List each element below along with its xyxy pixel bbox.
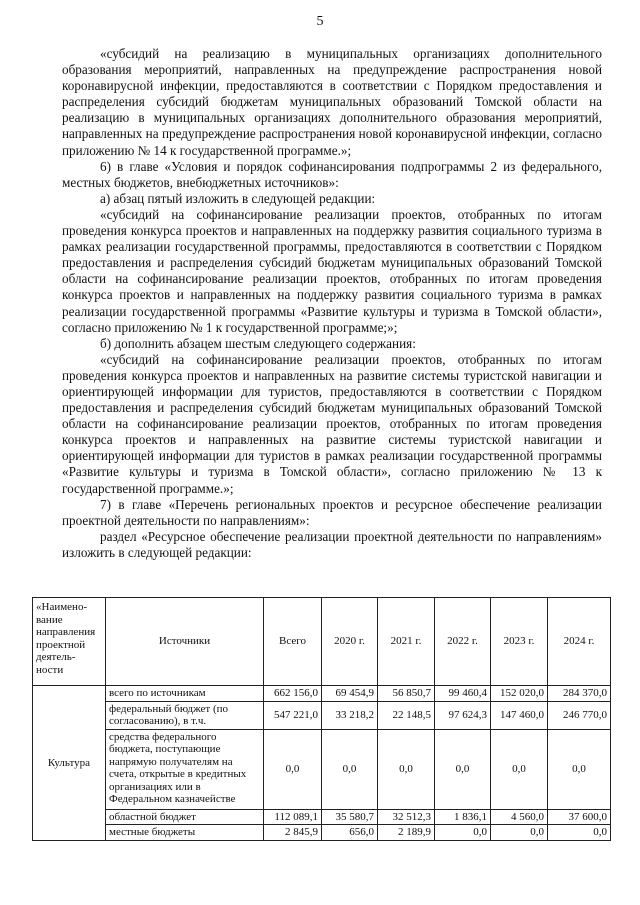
value-total: 2 845,9 (264, 825, 322, 841)
value-2022: 0,0 (435, 729, 491, 809)
value-2021: 2 189,9 (378, 825, 435, 841)
page-number: 5 (316, 14, 324, 29)
value-2022: 97 624,3 (435, 701, 491, 729)
header-2022: 2022 г. (435, 598, 491, 686)
paragraph-item-6: 6) в главе «Условия и порядок софинансирования подпрограммы 2 из федерального, местных бюджетов, внебюджетных источников»: (62, 158, 602, 190)
header-total: Всего (264, 598, 322, 686)
value-2020: 35 580,7 (322, 809, 378, 825)
table-row (33, 729, 611, 809)
value-2024: 246 770,0 (548, 701, 611, 729)
value-2023: 147 460,0 (491, 701, 548, 729)
value-2020: 69 454,9 (322, 686, 378, 702)
value-2024: 284 370,0 (548, 686, 611, 702)
table-row (33, 686, 611, 702)
paragraph-tourist-navigation: «субсидий на софинансирование реализации проектов, отобранных по итогам проведения конкурса проектов и направленных на развитие системы туристской навигации и ориентирующей информации для туристов, предоставляются в соответствии с Порядком предоставления и распределения субсидий бюджетам муниципальных образований Томской области на софинансирование реализации проектов, отобранных по итогам проведения конкурса проектов и направленных на развитие системы туристской навигации и ориентирующей информации для туристов в рамках реализации государственной программы «Развитие культуры и туризма в Томской области», согласно приложению № 13 к государственной программе.»; (62, 351, 602, 496)
value-2022: 99 460,4 (435, 686, 491, 702)
header-2020: 2020 г. (322, 598, 378, 686)
header-2021: 2021 г. (378, 598, 435, 686)
table-row (33, 701, 611, 729)
value-2023: 0,0 (491, 729, 548, 809)
value-2020: 33 218,2 (322, 701, 378, 729)
paragraph-subsidy-covid: «субсидий на реализацию в муниципальных организациях дополнительного образования мероприятий, направленных на предупреждение распространения новой коронавирусной инфекции, предоставляются в соответствии с Порядком предоставления и распределения субсидий бюджетам муниципальных образований Томской области на реализацию в муниципальных организациях дополнительного образования мероприятий, направленных на предупреждение распространения новой коронавирусной инфекции, согласно приложению № 14 к государственной программе.»; (62, 46, 602, 158)
value-2020: 656,0 (322, 825, 378, 841)
value-total: 662 156,0 (264, 686, 322, 702)
paragraph-item-6b: б) дополнить абзацем шестым следующего содержания: (100, 335, 416, 351)
header-direction: «Наимено-вание направления проектной деятель-ности (33, 598, 106, 686)
value-2024: 37 600,0 (548, 809, 611, 825)
value-2022: 1 836,1 (435, 809, 491, 825)
paragraph-social-tourism: «субсидий на софинансирование реализации проектов, отобранных по итогам проведения конкурса проектов и направленных на поддержку развития социального туризма в рамках реализации государственной программы, предоставляются в соответствии с Порядком предоставления и распределения субсидий бюджетам муниципальных образований Томской области на софинансирование реализации проектов, отобранных по итогам проведения конкурса проектов и направленных на поддержку развития социального туризма в рамках реализации государственной программы «Развитие культуры и туризма в Томской области», согласно приложению № 1 к государственной программе;»; (62, 206, 602, 335)
paragraph-item-6a: а) абзац пятый изложить в следующей редакции: (100, 190, 376, 206)
source-cell: областной бюджет (106, 809, 264, 825)
table-row (33, 809, 611, 825)
value-2021: 56 850,7 (378, 686, 435, 702)
document-body (62, 46, 602, 561)
value-total: 0,0 (264, 729, 322, 809)
value-2021: 32 512,3 (378, 809, 435, 825)
source-cell: всего по источникам (106, 686, 264, 702)
value-total: 112 089,1 (264, 809, 322, 825)
paragraph-item-7: 7) в главе «Перечень региональных проектов и ресурсное обеспечение реализации проектной деятельности по направлениям»: (62, 496, 602, 528)
header-sources: Источники (106, 598, 264, 686)
value-2023: 0,0 (491, 825, 548, 841)
value-2022: 0,0 (435, 825, 491, 841)
header-2023: 2023 г. (491, 598, 548, 686)
value-2023: 4 560,0 (491, 809, 548, 825)
table-row (33, 825, 611, 841)
value-2024: 0,0 (548, 729, 611, 809)
source-cell: средства федерального бюджета, поступающие напрямую получателям на счета, открытые в кредитных организациях или в Федеральном казначействе (106, 729, 264, 809)
value-2023: 152 020,0 (491, 686, 548, 702)
value-total: 547 221,0 (264, 701, 322, 729)
source-cell: местные бюджеты (106, 825, 264, 841)
paragraph-section-intro: раздел «Ресурсное обеспечение реализации проектной деятельности по направлениям» изложить в следующей редакции: (62, 528, 602, 560)
source-cell: федеральный бюджет (по согласованию), в т.ч. (106, 701, 264, 729)
value-2021: 22 148,5 (378, 701, 435, 729)
value-2024: 0,0 (548, 825, 611, 841)
table-header-row (33, 598, 611, 686)
resource-table (32, 597, 611, 841)
header-2024: 2024 г. (548, 598, 611, 686)
value-2020: 0,0 (322, 729, 378, 809)
direction-cell: Культура (33, 686, 106, 841)
value-2021: 0,0 (378, 729, 435, 809)
